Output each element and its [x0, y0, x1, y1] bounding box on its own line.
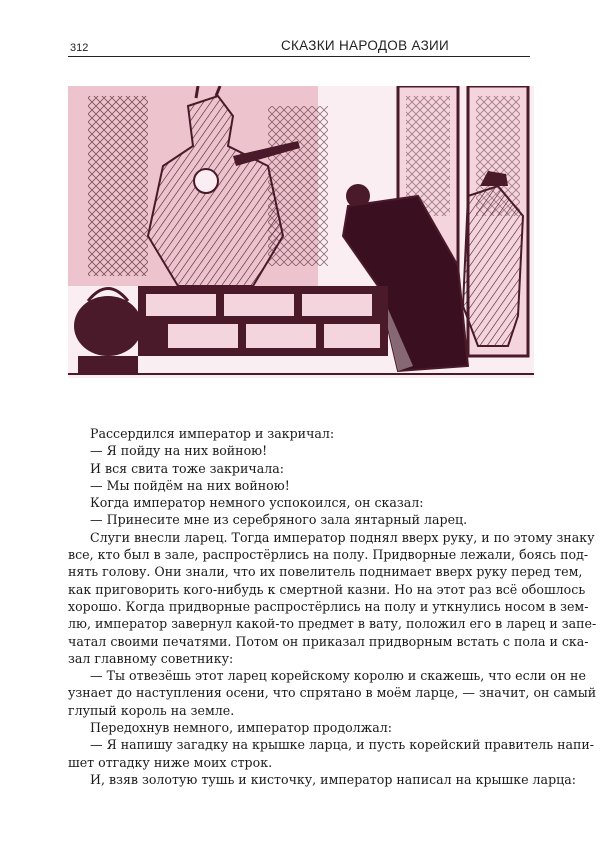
- text-line: все, кто был в зале, распростёрлись на полу. Придворные лежали, боясь под-: [68, 547, 589, 563]
- text-line: хорошо. Когда придворные распростёрлись на полу и уткнулись носом в зем-: [68, 598, 589, 614]
- text-line: чатал своими печатями. Потом он приказал придворным встать с пола и ска-: [68, 633, 589, 649]
- text-line: узнает до наступления осени, что спрятано в моём ларце, — значит, он самый: [68, 685, 597, 701]
- text-line: лю, император завернул какой-то предмет в вату, положил его в ларец и запе-: [68, 616, 597, 632]
- text-line: — Мы пойдём на них войною!: [90, 477, 290, 493]
- dais-platform: [138, 286, 388, 356]
- running-title: СКАЗКИ НАРОДОВ АЗИИ: [280, 38, 450, 53]
- body-text: [68, 425, 597, 788]
- illustration: [68, 86, 534, 378]
- text-line: И, взяв золотую тушь и кисточку, император написал на крышке ларца:: [90, 771, 576, 787]
- text-line: Когда император немного успокоился, он сказал:: [90, 495, 424, 511]
- page-number: 312: [70, 42, 89, 54]
- lattice-left: [88, 96, 148, 276]
- text-line: — Я напишу загадку на крышке ларца, и пусть корейский правитель напи-: [90, 737, 595, 753]
- text-line: нять голову. Они знали, что их повелитель поднимает вверх руку перед тем,: [68, 564, 583, 580]
- text-line: Передохнув немного, император продолжал:: [90, 720, 393, 736]
- text-line: глупый король на земле.: [68, 702, 235, 718]
- text-line: — Принесите мне из серебряного зала янтарный ларец.: [90, 512, 468, 528]
- text-line: И вся свита тоже закричала:: [90, 460, 284, 476]
- text-line: как приговорить кого-нибудь к смертной казни. Но на этот раз всё обошлось: [68, 581, 586, 597]
- text-line: зал главному советнику:: [68, 650, 234, 666]
- header-rule: [68, 56, 530, 57]
- text-line: — Я пойду на них войною!: [90, 443, 268, 459]
- text-line: Слуги внесли ларец. Тогда император поднял вверх руку, и по этому знаку: [90, 529, 595, 545]
- text-line: Рассердился император и закричал:: [90, 426, 335, 441]
- text-line: шет отгадку ниже моих строк.: [68, 754, 273, 770]
- text-line: — Ты отвезёшь этот ларец корейскому королю и скажешь, что если он не: [90, 668, 586, 684]
